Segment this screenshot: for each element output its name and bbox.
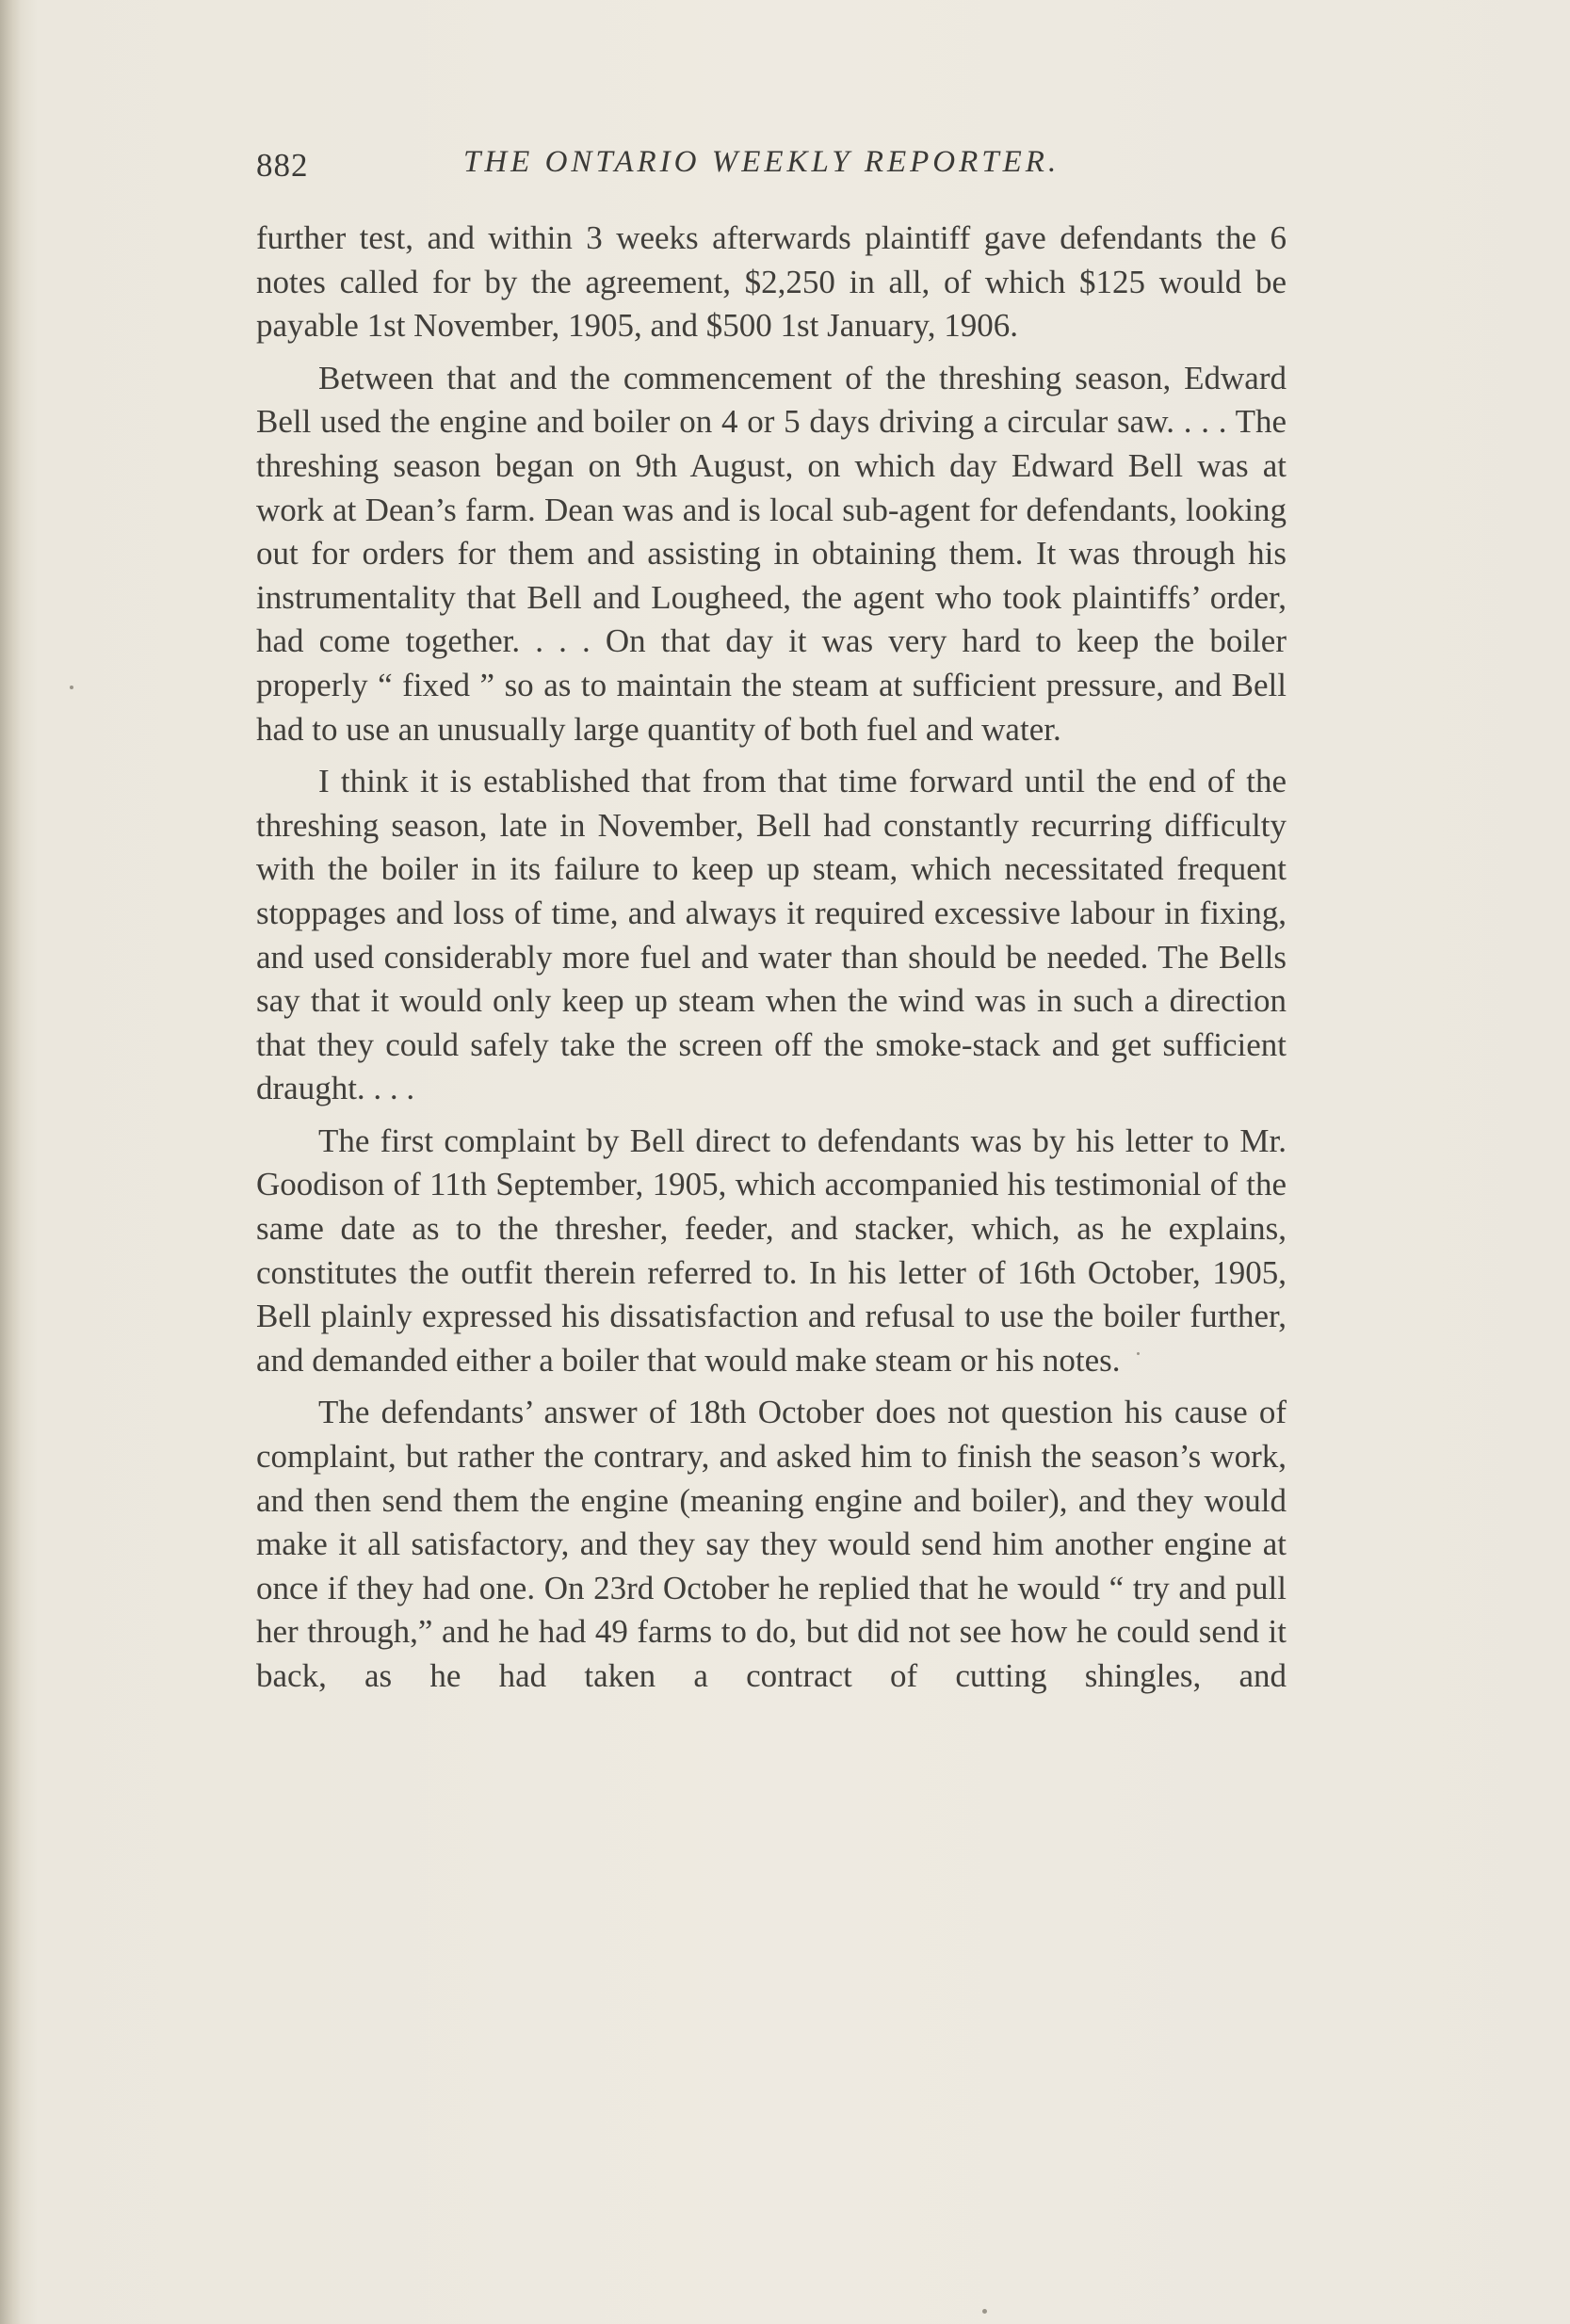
page-number: 882 <box>256 147 309 184</box>
paragraph: The first complaint by Bell direct to defendants was by his letter to Mr. Goodison of 11th September, 1905, which accompanied his testimonial of the same date as to the thresher, feeder, and stacker, which, as he explains, constitutes the outfit therein referred to. In his letter of 16th October, 1905, Bell plainly expressed his dissatisfaction and refusal to use the boiler further, and demanded either a boiler that would make steam or his notes. <box>256 1122 1287 1379</box>
binding-edge <box>0 0 21 2324</box>
paragraph-continuation: further test, and within 3 weeks afterwards plaintiff gave defendants the 6 notes called for by the agreement, $2,250 in all, of which $125 would be payable 1st November, 1905, and $500 1st January, 1906. <box>256 219 1287 345</box>
paper-fleck <box>70 686 73 689</box>
running-title: THE ONTARIO WEEKLY REPORTER. <box>463 145 1060 179</box>
paragraph: I think it is established that from that time forward until the end of the threshing season, late in November, Bell had constantly recurring difficulty with the boiler in its failure to keep up steam, which necessitated frequent stoppages and loss of time, and always it required excessive labour in fixing, and used considerably more fuel and water than should be needed. The Bells say that it would only keep up steam when the wind was in such a direction that they could safely take the screen off the smoke-stack and get sufficient draught. . . . <box>256 763 1287 1107</box>
paragraph: The defendants’ answer of 18th October does not question his cause of complaint, but rather the contrary, and asked him to finish the season’s work, and then send them the engine (meaning engine and boiler), and they would make it all satisfactory, and they say they would send him another engine at once if they had one. On 23rd October he replied that he would “ try and pull her through,” and he had 49 farms to do, but did not see how he could send it back, as he had taken a contract of cutting shingles, and <box>256 1394 1287 1694</box>
paper-fleck <box>982 2309 987 2314</box>
paper-fleck <box>1137 1352 1140 1355</box>
page-header <box>256 139 1287 186</box>
paragraph: Between that and the commencement of the threshing season, Edward Bell used the engine and boiler on 4 or 5 days driving a circular saw. . . . The threshing season began on 9th August, on which day Edward Bell was at work at Dean’s farm. Dean was and is local sub-agent for defendants, looking out for orders for them and assisting in obtaining them. It was through his instrumentality that Bell and Lougheed, the agent who took plaintiffs’ order, had come together. . . . On that day it was very hard to keep the boiler properly “ fixed ” so as to maintain the steam at sufficient pressure, and Bell had to use an unusually large quantity of both fuel and water. <box>256 359 1287 748</box>
body-text <box>256 217 1287 1707</box>
